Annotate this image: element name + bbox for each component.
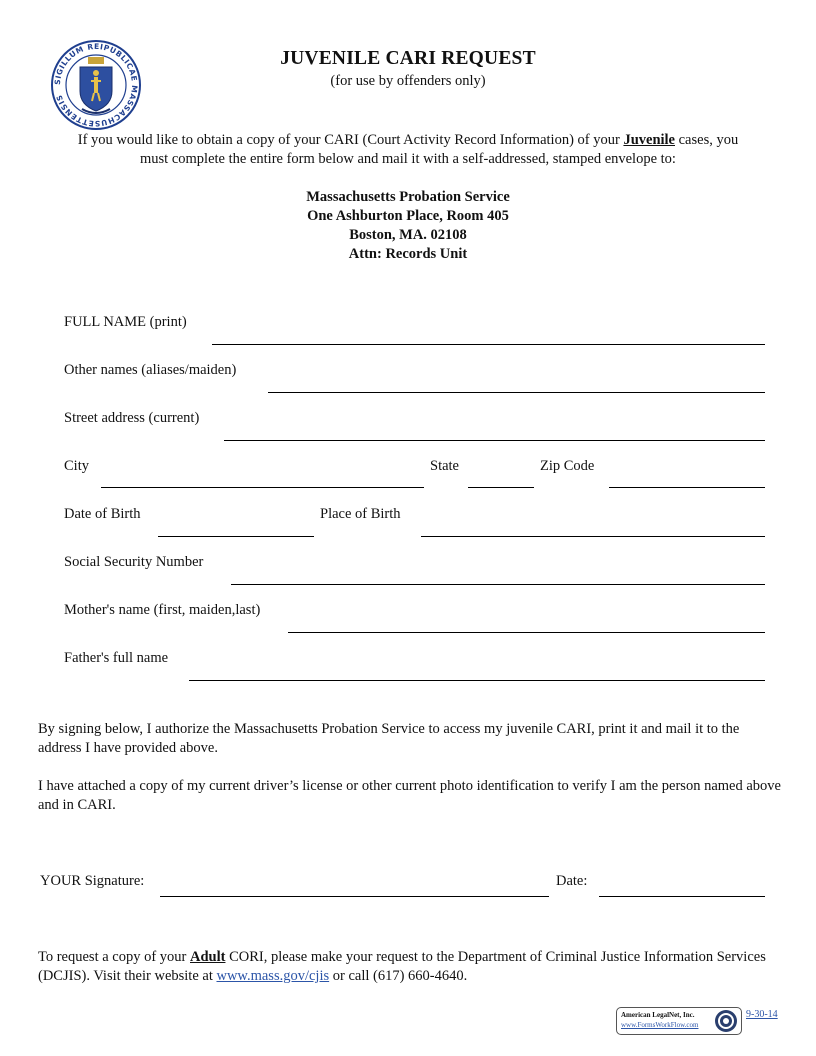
zip-label: Zip Code [540, 458, 595, 474]
state-field[interactable] [468, 487, 534, 488]
place-of-birth-label: Place of Birth [320, 506, 401, 522]
street-address-label: Street address (current) [64, 410, 200, 426]
city-label: City [64, 458, 89, 474]
other-names-field[interactable] [268, 392, 765, 393]
address-line-2: One Ashburton Place, Room 405 [307, 208, 509, 224]
father-name-field[interactable] [189, 680, 765, 681]
form-date-code[interactable]: 9-30-14 [746, 1009, 778, 1020]
mother-name-field[interactable] [288, 632, 765, 633]
mother-name-label: Mother's name (first, maiden,last) [64, 602, 261, 618]
ssn-field[interactable] [231, 584, 765, 585]
date-label: Date: [556, 873, 588, 889]
forms-workflow-logo-icon [714, 1009, 738, 1033]
street-address-field[interactable] [224, 440, 765, 441]
address-line-4: Attn: Records Unit [348, 246, 468, 262]
place-of-birth-field[interactable] [421, 536, 765, 537]
full-name-label: FULL NAME (print) [64, 314, 187, 330]
father-name-label: Father's full name [64, 650, 169, 666]
zip-field[interactable] [609, 487, 765, 488]
form-title: JUVENILE CARI REQUEST [280, 48, 536, 69]
ssn-label: Social Security Number [64, 554, 204, 570]
svg-text:SIGILLUM REIPUBLICAE MASSACHUS: SIGILLUM REIPUBLICAE MASSACHUSETTENSIS [52, 41, 140, 129]
authorization-paragraph: By signing below, I authorize the Massachusetts Probation Service to access my juvenile CARI, print it and mail it to the address I have provided above. [38, 721, 740, 756]
photo-id-paragraph: I have attached a copy of my current driver’s license or other current photo identification to verify I am the person named above and in CARI. [38, 778, 781, 813]
juvenile-emphasis: Juvenile [623, 132, 675, 148]
full-name-field[interactable] [212, 344, 765, 345]
signature-label: YOUR Signature: [40, 873, 145, 889]
dob-field[interactable] [158, 536, 314, 537]
footer-website-link[interactable]: www.FormsWorkFlow.com [621, 1021, 699, 1029]
address-line-3: Boston, MA. 02108 [349, 227, 467, 243]
state-label: State [430, 458, 459, 474]
date-field[interactable] [599, 896, 765, 897]
intro-paragraph: If you would like to obtain a copy of your CARI (Court Activity Record Information) of your Juvenile cases, you must complete the entire form below and mail it with a self-addressed, stamped envelope to: [77, 132, 739, 167]
footer-badge [616, 1007, 742, 1035]
dcjis-website-link[interactable]: www.mass.gov/cjis [216, 968, 330, 984]
adult-cori-paragraph: To request a copy of your Adult CORI, please make your request to the Department of Criminal Justice Information Services (DCJIS). Visit their website at www.mass.gov/cjis or call (617) 660-4640. [38, 949, 766, 984]
state-seal [50, 39, 142, 131]
city-field[interactable] [101, 487, 424, 488]
adult-emphasis: Adult [190, 949, 226, 965]
other-names-label: Other names (aliases/maiden) [64, 362, 237, 378]
address-line-1: Massachusetts Probation Service [306, 189, 510, 205]
signature-field[interactable] [160, 896, 549, 897]
form-subtitle: (for use by offenders only) [330, 73, 486, 89]
dob-label: Date of Birth [64, 506, 141, 522]
footer-company: American LegalNet, Inc. [621, 1011, 695, 1019]
